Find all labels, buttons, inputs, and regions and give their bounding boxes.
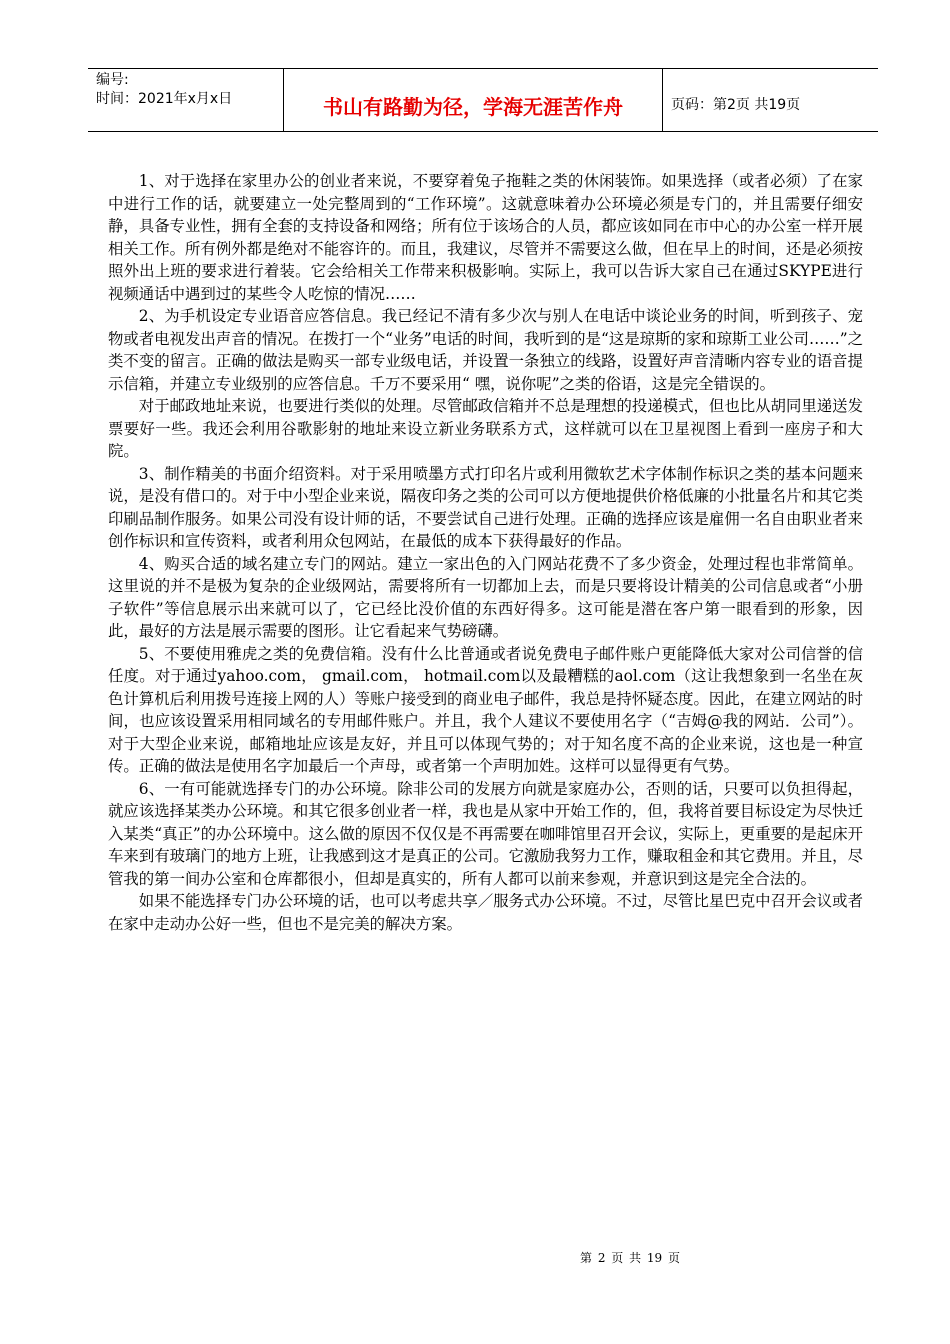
- paragraph-6: 5、不要使用雅虎之类的免费信箱。没有什么比普通或者说免费电子邮件账户更能降低大家对公司信誉的信任度。对于通过yahoo.com， gmail.com， hotmail.com以及最糟糕的aol.com（这让我想象到一名坐在灰色计算机后利用拨号连接上网的人）等账户接受到的商业电子邮件，我总是持怀疑态度。因此，在建立网站的时间，也应该设置采用相同域名的专用邮件账户。并且，我个人建议不要使用名字（“吉姆@我的网站．公司”）。对于大型企业来说，邮箱地址应该是友好，并且可以体现气势的；对于知名度不高的企业来说，这也是一种宣传。正确的做法是使用名字加最后一个声母，或者第一个声明加姓。这样可以显得更有气势。: [108, 644, 863, 775]
- header-page-label: 页码：第2页 共19页: [671, 97, 801, 113]
- paragraph-7: 6、一有可能就选择专门的办公环境。除非公司的发展方向就是家庭办公，否则的话，只要可以负担得起，就应该选择某类办公环境。和其它很多创业者一样，我也是从家中开始工作的，但，我将首要目标设定为尽快迁入某类“真正”的办公环境中。这么做的原因不仅仅是不再需要在咖啡馆里召开会议，实际上，更重要的是起床开车来到有玻璃门的地方上班，让我感到这才是真正的公司。它激励我努力工作，赚取租金和其它费用。并且，尽管我的第一间办公室和仓库都很小，但却是真实的，所有人都可以前来参观，并意识到这是完全合法的。: [108, 779, 863, 888]
- paragraph-2: 2、为手机设定专业语音应答信息。我已经记不清有多少次与别人在电话中谈论业务的时间，听到孩子、宠物或者电视发出声音的情况。在拨打一个“业务”电话的时间，我听到的是“这是琼斯的家和琼斯工业公司……”之类不变的留言。正确的做法是购买一部专业级电话，并设置一条独立的线路，设置好声音清晰内容专业的语音提示信箱，并建立专业级别的应答信息。千万不要采用“ 嘿，说你呢”之类的俗语，这是完全错误的。: [108, 307, 863, 393]
- document-body: [108, 170, 863, 935]
- page-header: [88, 68, 878, 132]
- paragraph-1: 1、对于选择在家里办公的创业者来说，不要穿着兔子拖鞋之类的休闲装饰。如果选择（或者必须）了在家中进行工作的话，就要建立一处完整周到的“工作环境”。这就意味着办公环境必须是专门的，并且需要仔细安静，具备专业性，拥有全套的支持设备和网络；所有位于该场合的人员，都应该如同在市中心的办公室一样开展相关工作。所有例外都是绝对不能容许的。而且，我建议，尽管并不需要这么做，但在早上的时间，还是必须按照外出上班的要求进行着装。它会给相关工作带来积极影响。实际上，我可以告诉大家自己在通过SKYPE进行视频通话中遇到过的某些令人吃惊的情况……: [108, 172, 863, 303]
- paragraph-3: 对于邮政地址来说，也要进行类似的处理。尽管邮政信箱并不总是理想的投递模式，但也比从胡同里递送发票要好一些。我还会利用谷歌影射的地址来设立新业务联系方式，这样就可以在卫星视图上看到一座房子和大院。: [108, 397, 863, 460]
- paragraph-5: 4、购买合适的域名建立专门的网站。建立一家出色的入门网站花费不了多少资金，处理过程也非常简单。这里说的并不是极为复杂的企业级网站，需要将所有一切都加上去，而是只要将设计精美的公司信息或者“小册子软件”等信息展示出来就可以了，它已经比没价值的东西好得多。这可能是潜在客户第一眼看到的形象，因此，最好的方法是展示需要的图形。让它看起来气势磅礴。: [108, 554, 863, 640]
- document-time-label: 时间：2021年x月x日: [96, 91, 233, 107]
- paragraph-8: 如果不能选择专门办公环境的话，也可以考虑共享／服务式办公环境。不过，尽管比星巴克中召开会议或者在家中走动办公好一些，但也不是完美的解决方案。: [108, 892, 863, 933]
- header-motto: 书山有路勤为径，学海无涯苦作舟: [283, 69, 663, 131]
- paragraph-4: 3、制作精美的书面介绍资料。对于采用喷墨方式打印名片或利用微软艺术字体制作标识之类的基本问题来说，是没有借口的。对于中小型企业来说，隔夜印务之类的公司可以方便地提供价格低廉的小批量名片和其它类印刷品制作服务。如果公司没有设计师的话，不要尝试自己进行处理。正确的选择应该是雇佣一名自由职业者来创作标识和宣传资料，或者利用众包网站，在最低的成本下获得最好的作品。: [108, 464, 863, 550]
- page-footer: 第 2 页 共 19 页: [580, 1251, 680, 1265]
- header-info: [88, 69, 283, 131]
- document-number-label: 编号:: [96, 72, 129, 88]
